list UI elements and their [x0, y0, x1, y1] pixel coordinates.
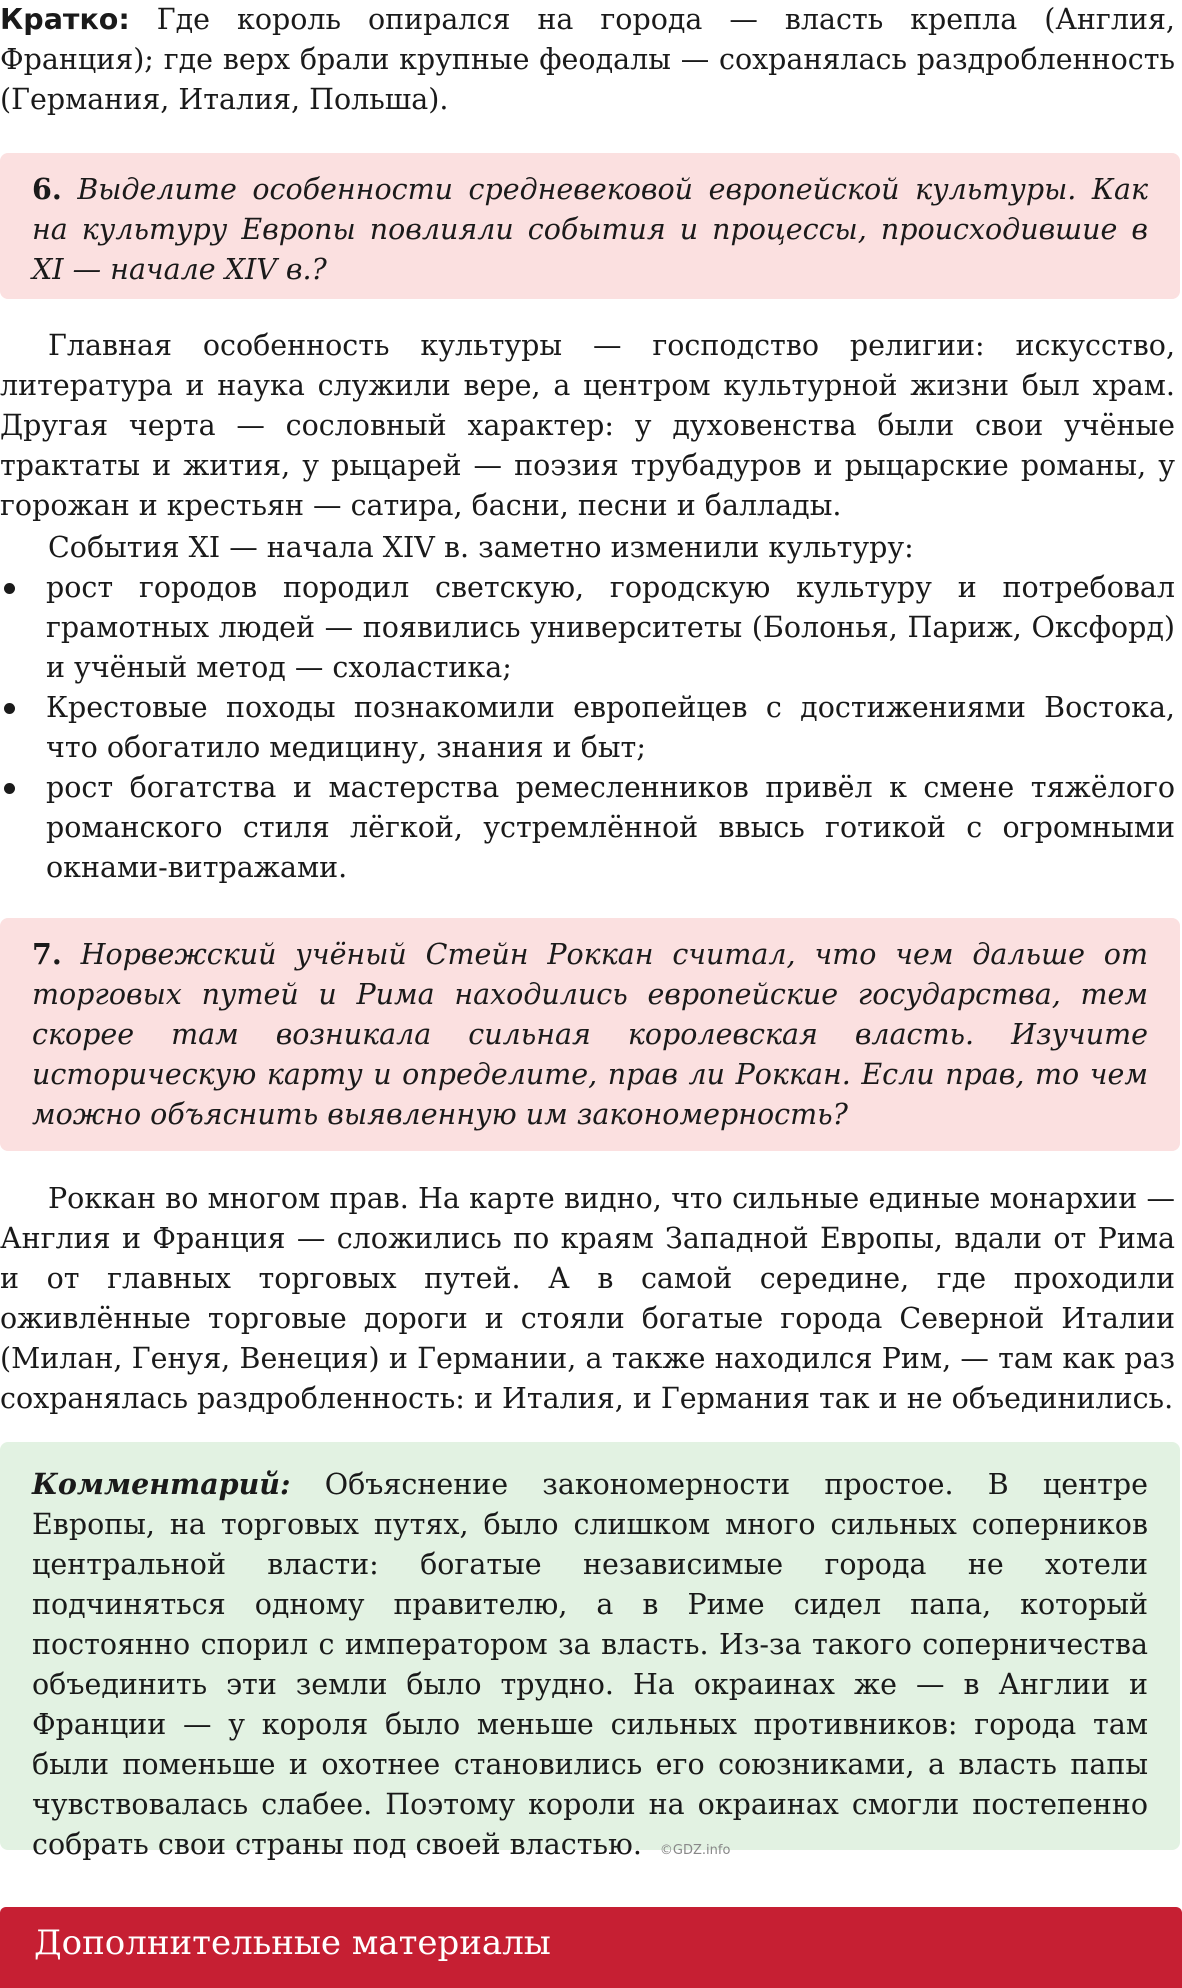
list-item	[0, 568, 1175, 688]
question-6	[32, 169, 1148, 290]
question-6-text: Выделите особенности средневековой европейской культуры. Как на культуру Европы повлияли события и процессы, происходившие в XI — начале XIV в.?	[32, 173, 1148, 286]
comment-text: Объяснение закономерности простое. В центре Европы, на торговых путях, было слишком много сильных соперников центральной власти: богатые независимые города не хотели подчиняться одному правителю, а в Риме сидел папа, который постоянно спорил с императором за власть. Из-за такого соперничества объединить эти земли было трудно. На окраинах же — в Англии и Франции — у короля было меньше сильных противников: города там были поменьше и охотнее становились его союзниками, а власть папы чувствовалась слабее. Поэтому короли на окраинах смогли постепенно собрать свои страны под своей властью.	[32, 1468, 1148, 1861]
footer-title: Дополнительные материалы	[34, 1923, 551, 1963]
watermark-text: ©GDZ.info	[659, 1843, 731, 1858]
question-7-number: 7.	[32, 937, 62, 971]
comment-box	[0, 1442, 1180, 1861]
footer-bar	[0, 1907, 1182, 1988]
question-7	[32, 934, 1148, 1135]
intro-label: Кратко:	[0, 3, 130, 36]
list-item-text: Крестовые походы познакомили европейцев с достижениями Востока, что обогатило медицину, знания и быт;	[46, 691, 1175, 764]
question-6-number: 6.	[32, 172, 62, 206]
intro-text: Где король опирался на города — власть крепла (Англия, Франция); где верх брали крупные феодалы — сохранялась раздробленность (Германия, Италия, Польша).	[0, 3, 1175, 116]
bullet-icon	[4, 583, 15, 594]
answer-6-paragraph-2: События XI — начала XIV в. заметно изменили культуру:	[48, 531, 914, 564]
list-item	[0, 768, 1175, 888]
list-item-text: рост богатства и мастерства ремесленников привёл к смене тяжёлого романского стиля лёгкой, устремлённой ввысь готикой с огромными окнами-витражами.	[46, 771, 1175, 884]
intro-paragraph	[0, 0, 1175, 120]
answer-6-bullet-list	[0, 568, 1175, 888]
list-item	[0, 688, 1175, 768]
question-6-box	[0, 153, 1180, 299]
bullet-icon	[4, 783, 15, 794]
list-item-text: рост городов породил светскую, городскую культуру и потребовал грамотных людей — появились университеты (Болонья, Париж, Оксфорд) и учёный метод — схоластика;	[46, 571, 1175, 684]
bullet-icon	[4, 703, 15, 714]
question-7-box	[0, 918, 1180, 1151]
answer-6-paragraph-1: Главная особенность культуры — господство религии: искусство, литература и наука служили вере, а центром культурной жизни был храм. Другая черта — сословный характер: у духовенства были свои учёные трактаты и жития, у рыцарей — поэзия трубадуров и рыцарские романы, у горожан и крестьян — сатира, басни, песни и баллады.	[0, 329, 1175, 522]
question-7-text: Норвежский учёный Стейн Роккан считал, что чем дальше от торговых путей и Рима находились европейские государства, тем скорее там возникала сильная королевская власть. Изучите историческую карту и определите, прав ли Роккан. Если прав, то чем можно объяснить выявленную им закономерность?	[32, 938, 1148, 1131]
answer-7-paragraph: Роккан во многом прав. На карте видно, что сильные единые монархии — Англия и Франция — сложились по краям Западной Европы, вдали от Рима и от главных торговых путей. А в самой середине, где проходили оживлённые торговые дороги и стояли богатые города Северной Италии (Милан, Генуя, Венеция) и Германии, а также находился Рим, — там как раз сохранялась раздробленность: и Италия, и Германия так и не объединились.	[0, 1182, 1175, 1415]
comment-label: Комментарий:	[32, 1467, 291, 1501]
comment-paragraph	[32, 1464, 1148, 1871]
